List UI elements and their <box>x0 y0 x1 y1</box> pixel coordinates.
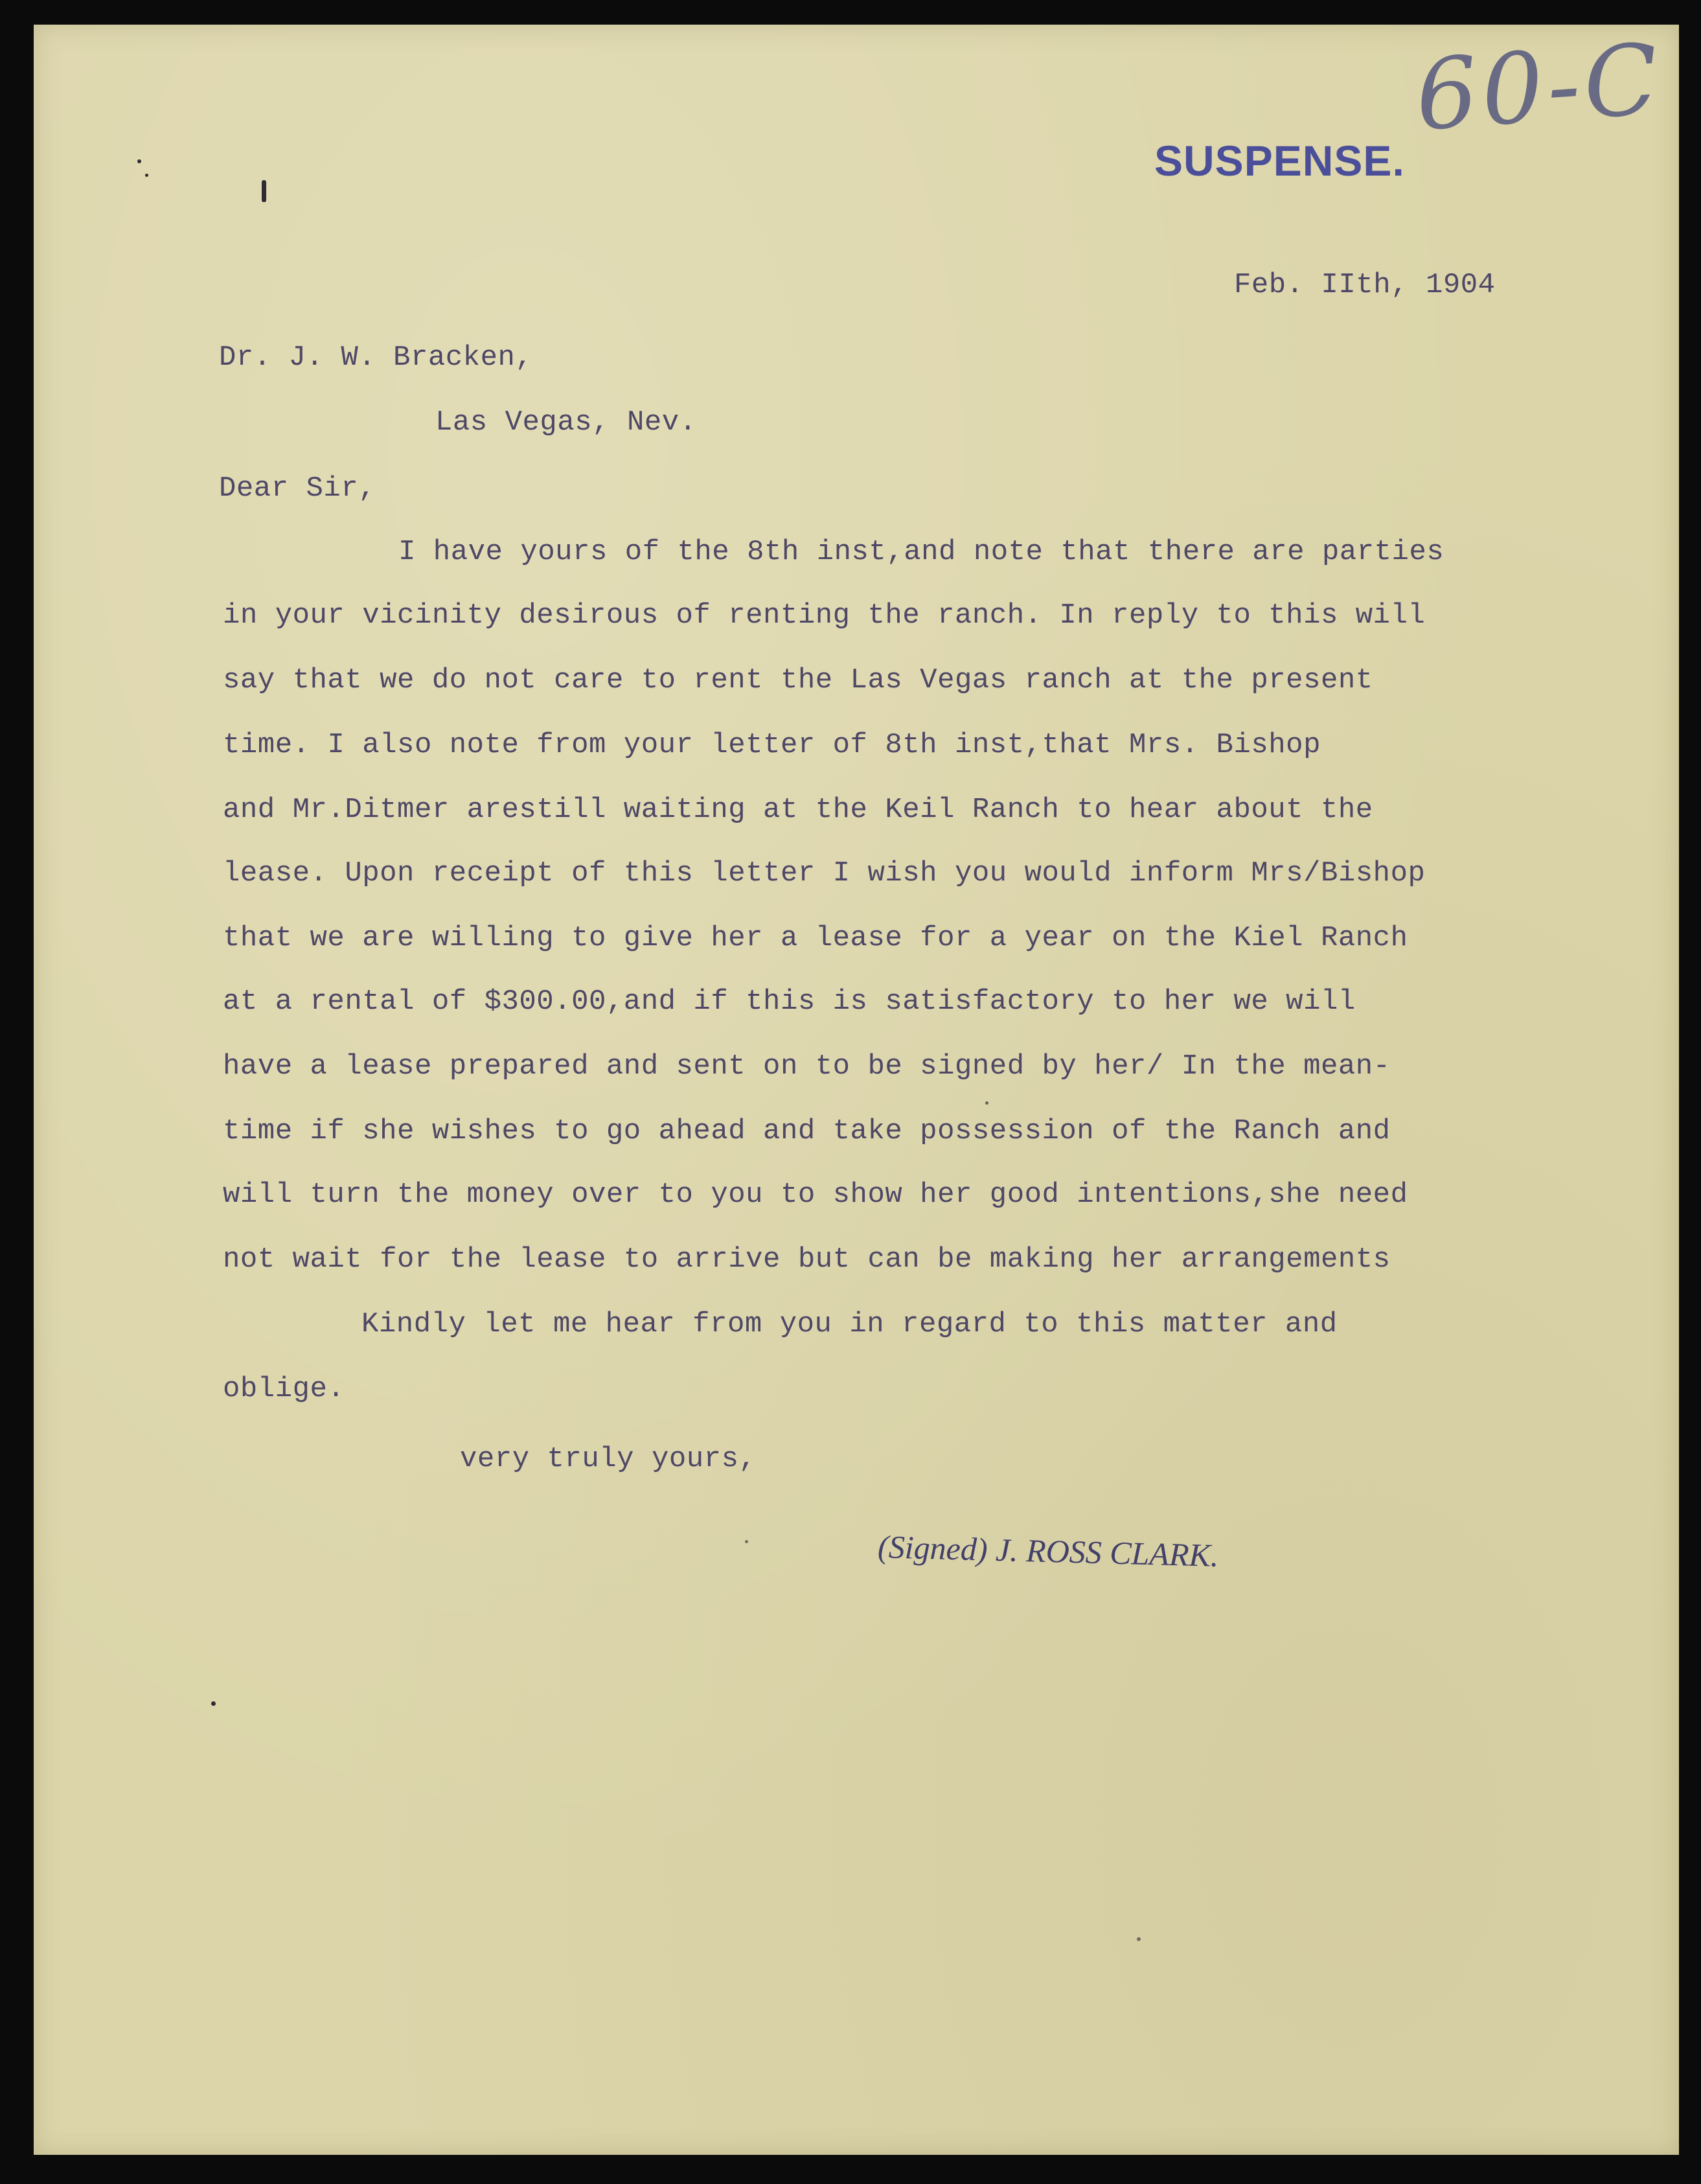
complimentary-closing: very truly yours, <box>460 1443 757 1475</box>
ink-speck <box>211 1701 216 1706</box>
body-line: time if she wishes to go ahead and take possession of the Ranch and <box>223 1115 1391 1147</box>
signature-line: (Signed) J. ROSS CLARK. <box>877 1528 1220 1574</box>
ink-speck <box>137 159 141 163</box>
body-line: and Mr.Ditmer arestill waiting at the Keil Ranch to hear about the <box>223 794 1373 826</box>
body-line: not wait for the lease to arrive but can be making her arrangements <box>223 1243 1391 1276</box>
ink-speck <box>985 1101 988 1105</box>
recipient-location: Las Vegas, Nev. <box>435 406 697 439</box>
recipient-name: Dr. J. W. Bracken, <box>219 341 533 374</box>
body-line: I have yours of the 8th inst,and note that there are parties <box>398 536 1444 568</box>
body-line: will turn the money over to you to show her good intentions,she need <box>223 1178 1408 1211</box>
ink-speck <box>145 174 148 177</box>
body-line: lease. Upon receipt of this letter I wish you would inform Mrs/Bishop <box>223 857 1426 890</box>
body-line: at a rental of $300.00,and if this is satisfactory to her we will <box>223 985 1356 1018</box>
salutation: Dear Sir, <box>219 472 376 505</box>
body-line: say that we do not care to rent the Las Vegas ranch at the present <box>223 664 1373 696</box>
body-line: Kindly let me hear from you in regard to this matter and <box>361 1308 1338 1340</box>
suspense-stamp: SUSPENSE. <box>1154 137 1405 185</box>
body-line: that we are willing to give her a lease for a year on the Kiel Ranch <box>223 922 1408 954</box>
handwritten-file-number: 60-C <box>1412 23 1666 153</box>
ink-speck <box>745 1540 748 1543</box>
body-line: time. I also note from your letter of 8th inst,that Mrs. Bishop <box>223 729 1321 761</box>
ink-mark <box>262 180 266 202</box>
body-line: oblige. <box>223 1373 345 1405</box>
body-line: in your vicinity desirous of renting the ranch. In reply to this will <box>223 599 1426 632</box>
letter-date: Feb. IIth, 1904 <box>1234 269 1496 301</box>
body-line: have a lease prepared and sent on to be signed by her/ In the mean- <box>223 1050 1391 1083</box>
ink-speck <box>1137 1937 1141 1941</box>
